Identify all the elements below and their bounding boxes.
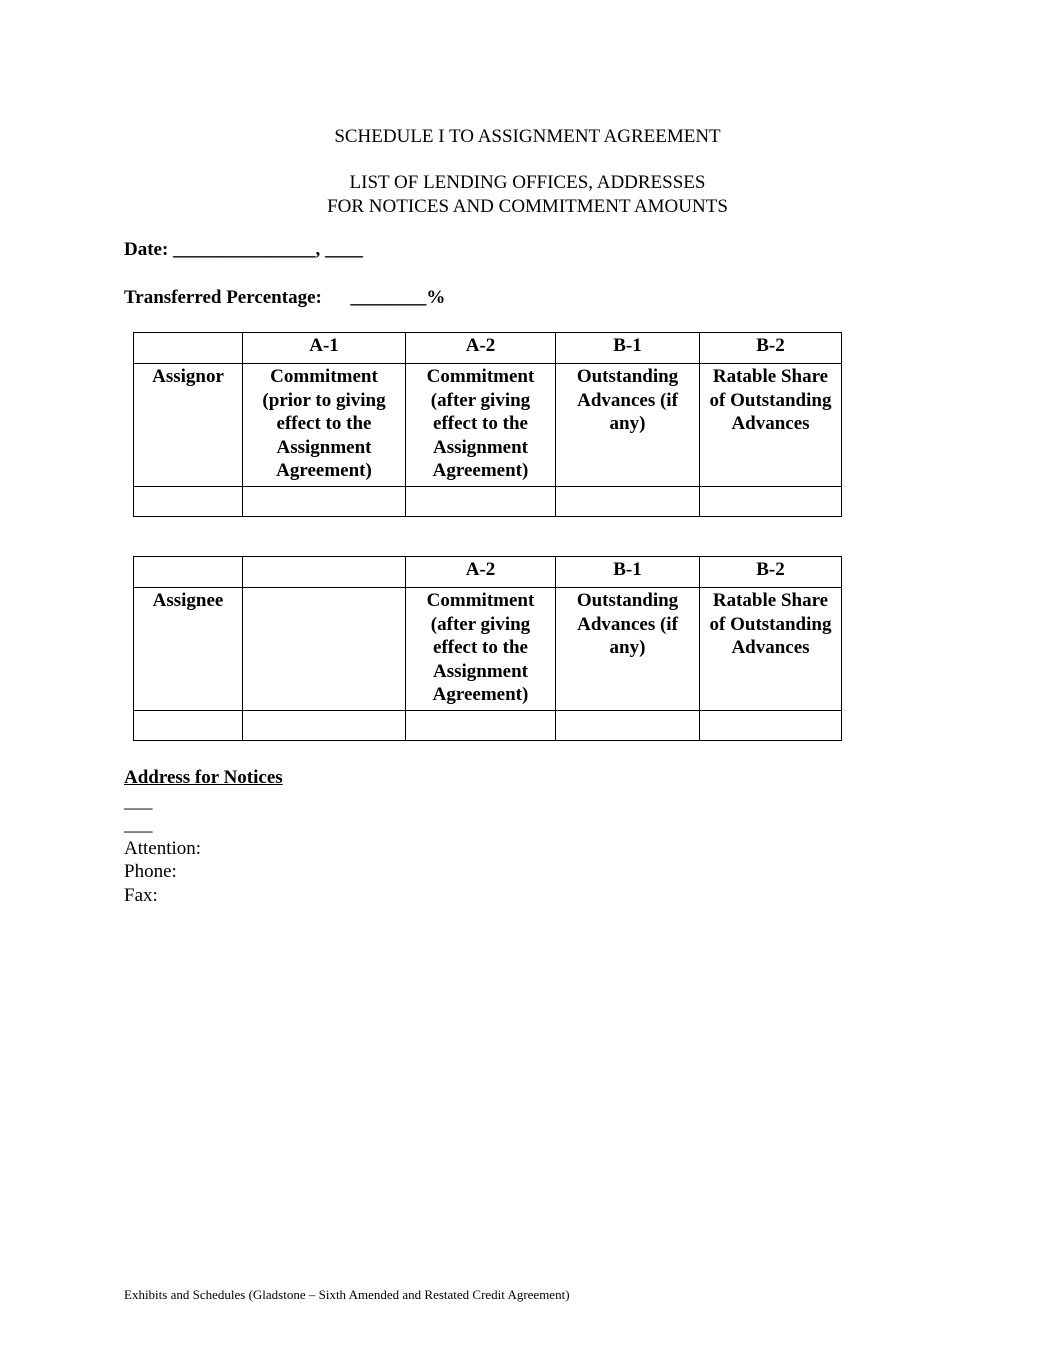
assignee-description-row xyxy=(134,588,842,711)
assignee-description-cell: Outstanding Advances (if any) xyxy=(556,588,700,711)
assignee-header-cell: B-2 xyxy=(700,557,842,588)
assignor-description-cell: Outstanding Advances (if any) xyxy=(556,364,700,487)
assignor-entry-cell[interactable] xyxy=(406,487,556,517)
assignor-description-cell: Ratable Share of Outstanding Advances xyxy=(700,364,842,487)
document-subtitle-line-2: FOR NOTICES AND COMMITMENT AMOUNTS xyxy=(327,196,728,217)
assignee-entry-cell[interactable] xyxy=(556,711,700,741)
assignee-description-cell xyxy=(243,588,406,711)
assignor-header-cell: B-1 xyxy=(556,333,700,364)
assignee-description-cell: Ratable Share of Outstanding Advances xyxy=(700,588,842,711)
assignor-header-cell: A-2 xyxy=(406,333,556,364)
assignor-header-cell xyxy=(134,333,243,364)
assignee-entry-cell[interactable] xyxy=(134,711,243,741)
assignor-row-label: Assignor xyxy=(134,364,243,487)
assignor-header-cell: A-1 xyxy=(243,333,406,364)
assignor-entry-row xyxy=(134,487,842,517)
assignor-description-cell: Commitment (after giving effect to the Assignment Agreement) xyxy=(406,364,556,487)
assignor-entry-cell[interactable] xyxy=(556,487,700,517)
attention-label: Attention: xyxy=(124,837,202,859)
document-title: SCHEDULE I TO ASSIGNMENT AGREEMENT xyxy=(334,126,721,147)
assignee-entry-cell[interactable] xyxy=(406,711,556,741)
assignee-header-row xyxy=(134,557,842,588)
assignor-description-row xyxy=(134,364,842,487)
notices-section xyxy=(124,766,283,907)
assignee-table xyxy=(133,556,842,741)
assignee-row-label: Assignee xyxy=(134,588,243,711)
assignee-description-cell: Commitment (after giving effect to the Assignment Agreement) xyxy=(406,588,556,711)
assignor-entry-cell[interactable] xyxy=(700,487,842,517)
assignee-header-cell: A-2 xyxy=(406,557,556,588)
assignor-entry-cell[interactable] xyxy=(134,487,243,517)
assignor-table xyxy=(133,332,842,517)
assignee-header-cell xyxy=(134,557,243,588)
transferred-percentage-line: Transferred Percentage: ________% xyxy=(124,287,446,308)
assignee-entry-cell[interactable] xyxy=(700,711,842,741)
assignor-description-cell: Commitment (prior to giving effect to the Assignment Agreement) xyxy=(243,364,406,487)
assignee-header-cell xyxy=(243,557,406,588)
assignee-header-cell: B-1 xyxy=(556,557,700,588)
fax-label: Fax: xyxy=(124,884,158,906)
document-subtitle-line-1: LIST OF LENDING OFFICES, ADDRESSES xyxy=(349,172,706,193)
notices-heading: Address for Notices xyxy=(124,767,283,788)
date-line: Date: _______________, ____ xyxy=(124,239,364,260)
notices-blank-line: ___ xyxy=(124,790,153,812)
assignor-entry-cell[interactable] xyxy=(243,487,406,517)
phone-label: Phone: xyxy=(124,861,177,882)
page-footer: Exhibits and Schedules (Gladstone – Sixth Amended and Restated Credit Agreement) xyxy=(124,1287,570,1302)
assignor-header-row xyxy=(134,333,842,364)
notices-blank-line: ___ xyxy=(124,814,153,835)
assignor-header-cell: B-2 xyxy=(700,333,842,364)
assignee-entry-row xyxy=(134,711,842,741)
assignee-entry-cell[interactable] xyxy=(243,711,406,741)
